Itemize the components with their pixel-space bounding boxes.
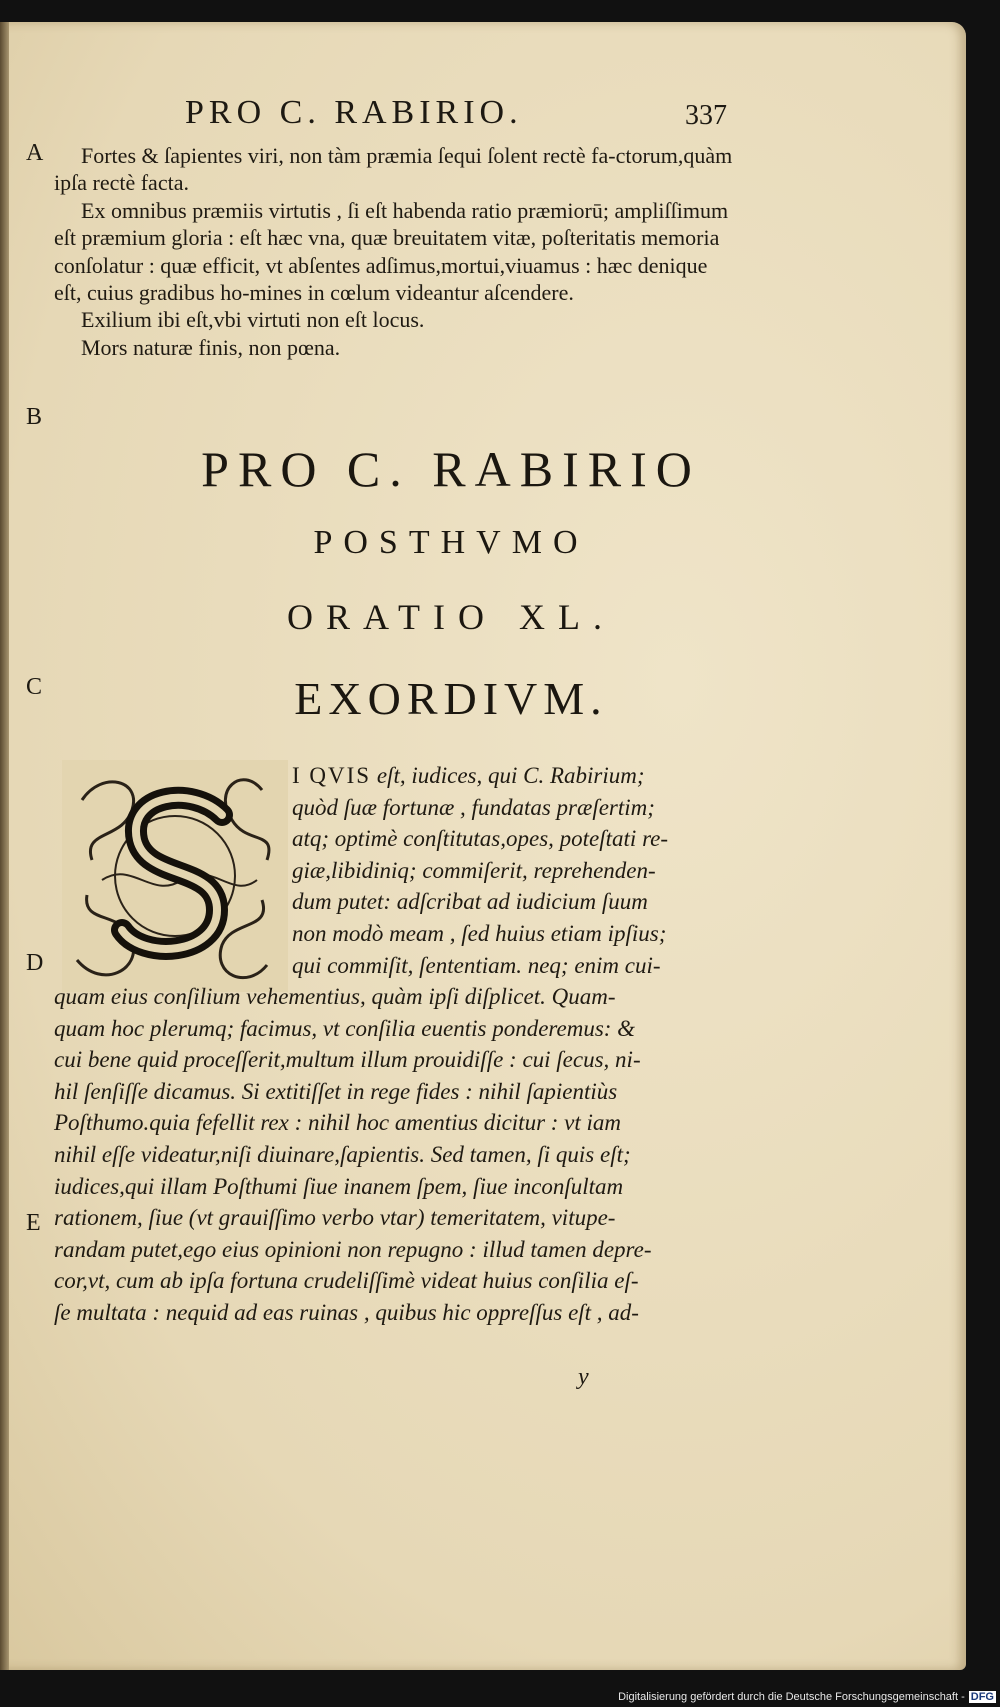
section-heading: EXORDIVM. [294, 673, 608, 724]
text-line: nihil eſſe videatur,niſi diuinare,ſapientis. Sed tamen, ſi quis eſt; [54, 1141, 631, 1167]
text-line: quam hoc plerumq; facimus, vt conſilia euentis ponderemus: & [54, 1015, 636, 1041]
catchword: y [578, 1364, 589, 1390]
text-line: quòd ſuæ fortunæ , fundatas præſertim; [292, 794, 655, 820]
credit-text: Digitalisierung gefördert durch die Deutsche Forschungsgemeinschaft - [618, 1691, 965, 1703]
opening-small-caps: I QVIS [292, 763, 372, 788]
text-line: quam eius conſilium vehementius, quàm ipſi diſplicet. Quam- [54, 984, 616, 1009]
book-page [0, 22, 966, 1670]
preceding-sentences [54, 142, 734, 361]
oration-subtitle: POSTHVMO [313, 524, 589, 561]
margin-letter-a: A [26, 140, 44, 166]
text-line: Poſthumo.quia fefellit rex : nihil hoc amentius dicitur : vt iam [54, 1110, 622, 1136]
oration-number: ORATIO XL. [287, 597, 615, 637]
oration-opening [292, 760, 722, 981]
sentence: Ex omnibus præmiis virtutis , ſi eſt habenda ratio præmiorū; ampliſſimum eſt præmium gloria : eſt hæc vna, quæ breuitatem vitæ, poſteritatis memoria conſolatur : quæ efficit, vt abſentes adſimus,mortui,viuamus : hæc denique eſt, cuius gradibus ho-mines in cœlum videantur aſcendere. [54, 197, 729, 306]
text-line: cor,vt, cum ab ipſa fortuna crudeliſſimè videat huius conſilia eſ- [54, 1268, 639, 1294]
text-line: ſe multata : nequid ad eas ruinas , quibus hic oppreſſus eſt , ad- [54, 1299, 639, 1325]
margin-letter-e: E [26, 1210, 41, 1236]
sentence: Exilium ibi eſt,vbi virtuti non eſt locus. [81, 307, 425, 333]
text-line: giæ,libidiniq; commiſerit, reprehenden- [292, 857, 656, 883]
running-title: PRO C. RABIRIO. [185, 94, 523, 131]
text-line: dum putet: adſcribat ad iudicium ſuum [292, 889, 648, 915]
text-line: hil ſenſiſſe dicamus. Si extitiſſet in rege fides : nihil ſapientiùs [54, 1078, 618, 1104]
text-line [292, 760, 722, 792]
text-line-rest: eſt, iudices, qui C. Rabirium; [376, 763, 645, 788]
text-line: rationem, ſiue (vt grauiſſimo verbo vtar) temeritatem, vitupe- [54, 1205, 616, 1231]
page-number: 337 [685, 100, 727, 131]
sentence: Fortes & ſapientes viri, non tàm præmia ſequi ſolent rectè fa-ctorum,quàm ipſa rectè facta. [54, 143, 733, 196]
oration-body [54, 981, 724, 1329]
margin-letter-c: C [26, 674, 43, 700]
margin-letter-d: D [26, 950, 44, 976]
text-line: qui commiſit, ſententiam. neq; enim cui- [292, 952, 661, 978]
text-line: atq; optimè conſtitutas,opes, poteſtati re- [292, 826, 669, 852]
sentence: Mors naturæ finis, non pœna. [81, 334, 341, 360]
text-line: non modò meam , ſed huius etiam ipſius; [292, 920, 667, 946]
text-line: cui bene quid proceſſerit,multum illum prouidiſſe : cui ſecus, ni- [54, 1047, 641, 1073]
oration-title: PRO C. RABIRIO [201, 441, 701, 497]
digitization-credit [618, 1691, 996, 1703]
margin-letter-b: B [26, 404, 43, 430]
page-spine-edge [0, 22, 9, 1670]
decorated-initial-s-icon [62, 760, 288, 992]
dfg-logo-icon: DFG [970, 1691, 994, 1703]
text-line: iudices,qui illam Poſthumi ſiue inanem ſpem, ſiue inconſultam [54, 1173, 624, 1199]
text-line: randam putet,ego eius opinioni non repugno : illud tamen depre- [54, 1236, 652, 1262]
